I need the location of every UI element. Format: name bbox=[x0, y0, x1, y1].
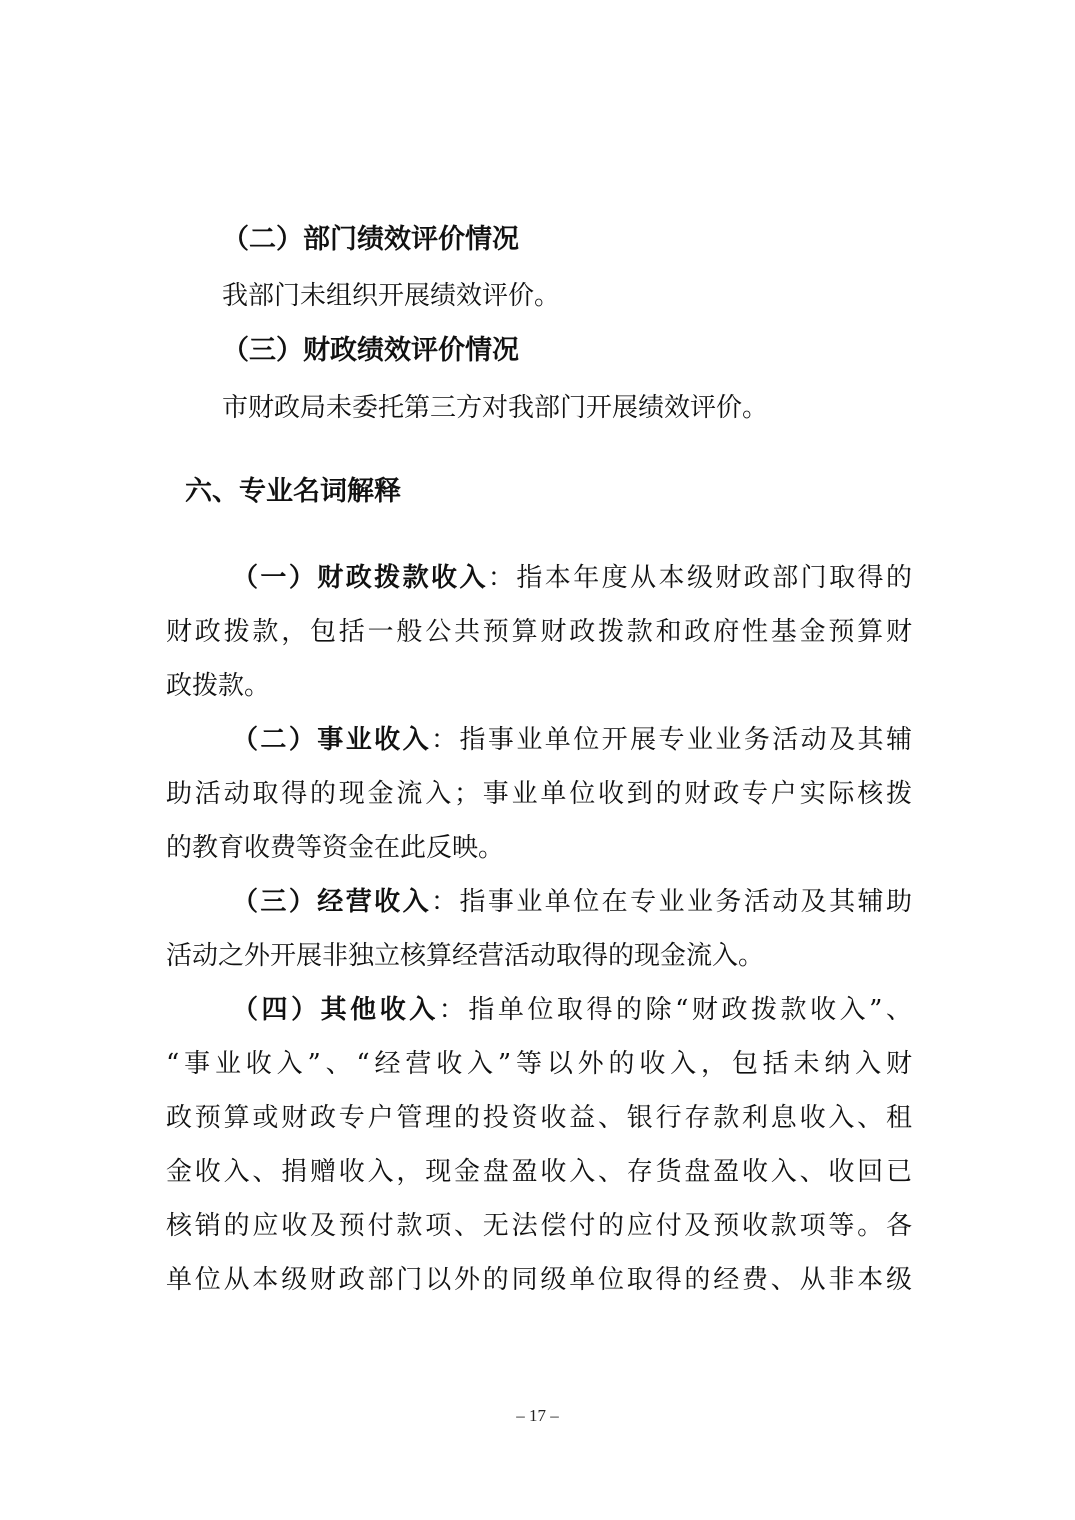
glossary-term-label: （四）其他收入 bbox=[232, 995, 439, 1025]
glossary-line: 的教育收费等资金在此反映。 bbox=[166, 833, 505, 863]
glossary-line: 核销的应收及预付款项、无法偿付的应付及预收款项等。各 bbox=[166, 1211, 912, 1241]
glossary-line: 活动之外开展非独立核算经营活动取得的现金流入。 bbox=[166, 941, 765, 971]
glossary-term-label: （一）财政拨款收入 bbox=[232, 563, 488, 593]
glossary-term-label: （三）经营收入 bbox=[232, 887, 432, 917]
glossary-term-text: ：指本年度从本级财政部门取得的 bbox=[487, 563, 912, 593]
glossary-term-first-line bbox=[232, 722, 912, 758]
glossary-term-first-line bbox=[232, 992, 912, 1028]
glossary-term-label: （二）事业收入 bbox=[232, 725, 432, 755]
glossary-line: 财政拨款，包括一般公共预算财政拨款和政府性基金预算财 bbox=[166, 617, 912, 647]
section-heading-glossary: 六、专业名词解释 bbox=[185, 476, 401, 507]
glossary-line: 金收入、捐赠收入，现金盘盈收入、存货盘盈收入、收回已 bbox=[166, 1157, 912, 1187]
glossary-term-text: ：指事业单位开展专业业务活动及其辅 bbox=[431, 725, 912, 755]
glossary-line: 助活动取得的现金流入；事业单位收到的财政专户实际核拨 bbox=[166, 779, 912, 809]
glossary-term-first-line bbox=[232, 560, 912, 596]
page-number: – 17 – bbox=[516, 1406, 559, 1425]
glossary-line: 单位从本级财政部门以外的同级单位取得的经费、从非本级 bbox=[166, 1265, 912, 1295]
glossary-term-text: ：指单位取得的除“财政拨款收入”、 bbox=[438, 995, 912, 1025]
glossary-line: “事业收入”、“经营收入”等以外的收入，包括未纳入财 bbox=[166, 1049, 912, 1079]
paragraph-department-evaluation: 我部门未组织开展绩效评价。 bbox=[222, 281, 561, 311]
glossary-line: 政拨款。 bbox=[166, 671, 271, 701]
glossary-term-text: ：指事业单位在专业业务活动及其辅助 bbox=[431, 887, 912, 917]
glossary-line: 政预算或财政专户管理的投资收益、银行存款利息收入、租 bbox=[166, 1103, 912, 1133]
paragraph-finance-evaluation: 市财政局未委托第三方对我部门开展绩效评价。 bbox=[222, 393, 769, 423]
glossary-term-first-line bbox=[232, 884, 912, 920]
subheading-finance-evaluation: （三）财政绩效评价情况 bbox=[222, 335, 519, 366]
subheading-department-evaluation: （二）部门绩效评价情况 bbox=[222, 224, 519, 255]
